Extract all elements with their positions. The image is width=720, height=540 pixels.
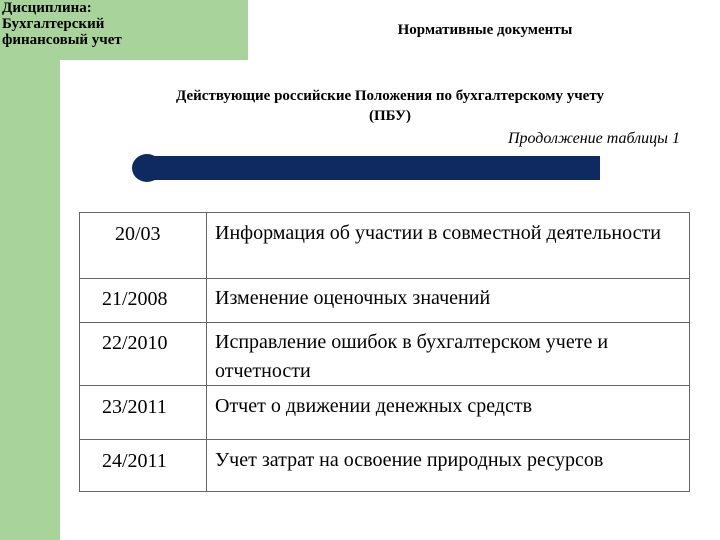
- row-divider: [80, 439, 689, 440]
- table-row-1-number: 20/03: [115, 223, 161, 245]
- decorative-bar: [143, 156, 600, 180]
- table-row-4-text: Отчет о движении денежных средств: [215, 395, 533, 417]
- column-divider: [206, 213, 207, 491]
- discipline-line-3: финансовый учет: [2, 32, 122, 48]
- row-divider: [80, 278, 689, 279]
- table-row-5-text: Учет затрат на освоение природных ресурсов: [215, 449, 604, 471]
- discipline-label: [0, 0, 248, 60]
- table-row-1-text: Информация об участии в совместной деятельности: [215, 222, 661, 244]
- table-heading-line-1: Действующие российские Положения по бухгалтерскому учету: [175, 88, 604, 104]
- table-heading: [90, 86, 690, 126]
- continuation-note: Продолжение таблицы 1: [507, 130, 680, 147]
- table-row-2-text: Изменение оценочных значений: [215, 287, 491, 309]
- decorative-bar-knob: [132, 154, 162, 182]
- page-title: Нормативные документы: [397, 22, 573, 38]
- table-row-5-number: 24/2011: [102, 450, 167, 472]
- table-heading-line-2: (ПБУ): [368, 108, 412, 124]
- table-row-4-number: 23/2011: [102, 396, 167, 418]
- row-divider: [80, 322, 689, 323]
- discipline-line-2: Бухгалтерский: [2, 16, 105, 32]
- left-accent-band: [0, 0, 60, 540]
- table-row-3-text: Исправление ошибок в бухгалтерском учете и отчетности: [215, 331, 609, 382]
- table-row-2-number: 21/2008: [102, 288, 168, 310]
- discipline-line-1: Дисциплина:: [2, 0, 92, 16]
- standards-table: [79, 212, 690, 492]
- table-row-3-number: 22/2010: [102, 332, 168, 354]
